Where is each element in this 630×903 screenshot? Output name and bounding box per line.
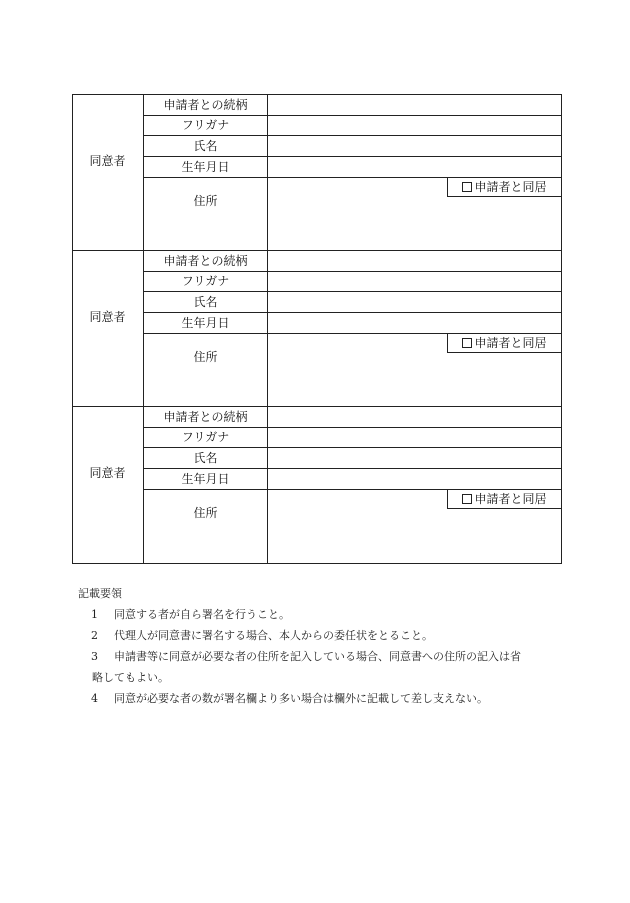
instructions-heading: 記載要領 — [78, 587, 122, 600]
relation-label: 申請者との続柄 — [163, 254, 248, 268]
cohabit-checkbox[interactable] — [462, 182, 472, 192]
address-label: 住所 — [193, 194, 218, 208]
address-label: 住所 — [193, 350, 218, 364]
instruction-item — [78, 688, 568, 709]
cohabit-checkbox[interactable] — [462, 338, 472, 348]
birthdate-label: 生年月日 — [181, 316, 230, 330]
consenter-label: 同意者 — [89, 310, 126, 324]
name-label: 氏名 — [193, 139, 218, 153]
cohabit-label: 申請者と同居 — [474, 492, 547, 506]
consenter-label: 同意者 — [89, 466, 126, 480]
instructions — [78, 584, 568, 709]
address-label: 住所 — [193, 506, 218, 520]
instruction-text-continued: 略してもよい。 — [92, 671, 169, 684]
birthdate-label: 生年月日 — [181, 160, 230, 174]
instruction-item — [78, 604, 568, 625]
instruction-number: 2 — [91, 629, 98, 642]
name-label: 氏名 — [193, 295, 218, 309]
instruction-text: 同意する者が自ら署名を行うこと。 — [114, 608, 290, 621]
instruction-number: 3 — [91, 650, 98, 663]
consenter-block-2 — [72, 250, 562, 406]
birthdate-label: 生年月日 — [181, 472, 230, 486]
relation-label: 申請者との続柄 — [163, 410, 248, 424]
relation-label: 申請者との続柄 — [163, 98, 248, 112]
consenter-block-1 — [72, 94, 562, 250]
cohabit-label: 申請者と同居 — [474, 336, 547, 350]
name-label: 氏名 — [193, 451, 218, 465]
consenter-block-3 — [72, 406, 562, 564]
furigana-label: フリガナ — [181, 430, 230, 444]
cohabit-checkbox[interactable] — [462, 494, 472, 504]
consenter-label: 同意者 — [89, 154, 126, 168]
cohabit-option[interactable] — [447, 177, 561, 197]
cohabit-label: 申請者と同居 — [474, 180, 547, 194]
instruction-item — [78, 625, 568, 646]
instruction-text: 同意が必要な者の数が署名欄より多い場合は欄外に記載して差し支えない。 — [114, 692, 488, 705]
instruction-number: 4 — [91, 692, 98, 705]
instruction-text: 代理人が同意書に署名する場合、本人からの委任状をとること。 — [114, 629, 433, 642]
cohabit-option[interactable] — [447, 333, 561, 353]
furigana-label: フリガナ — [181, 274, 230, 288]
instruction-number: 1 — [91, 608, 98, 621]
instruction-item — [78, 646, 568, 688]
furigana-label: フリガナ — [181, 118, 230, 132]
cohabit-option[interactable] — [447, 489, 561, 509]
instruction-text: 申請書等に同意が必要な者の住所を記入している場合、同意書への住所の記入は省 — [114, 650, 521, 663]
